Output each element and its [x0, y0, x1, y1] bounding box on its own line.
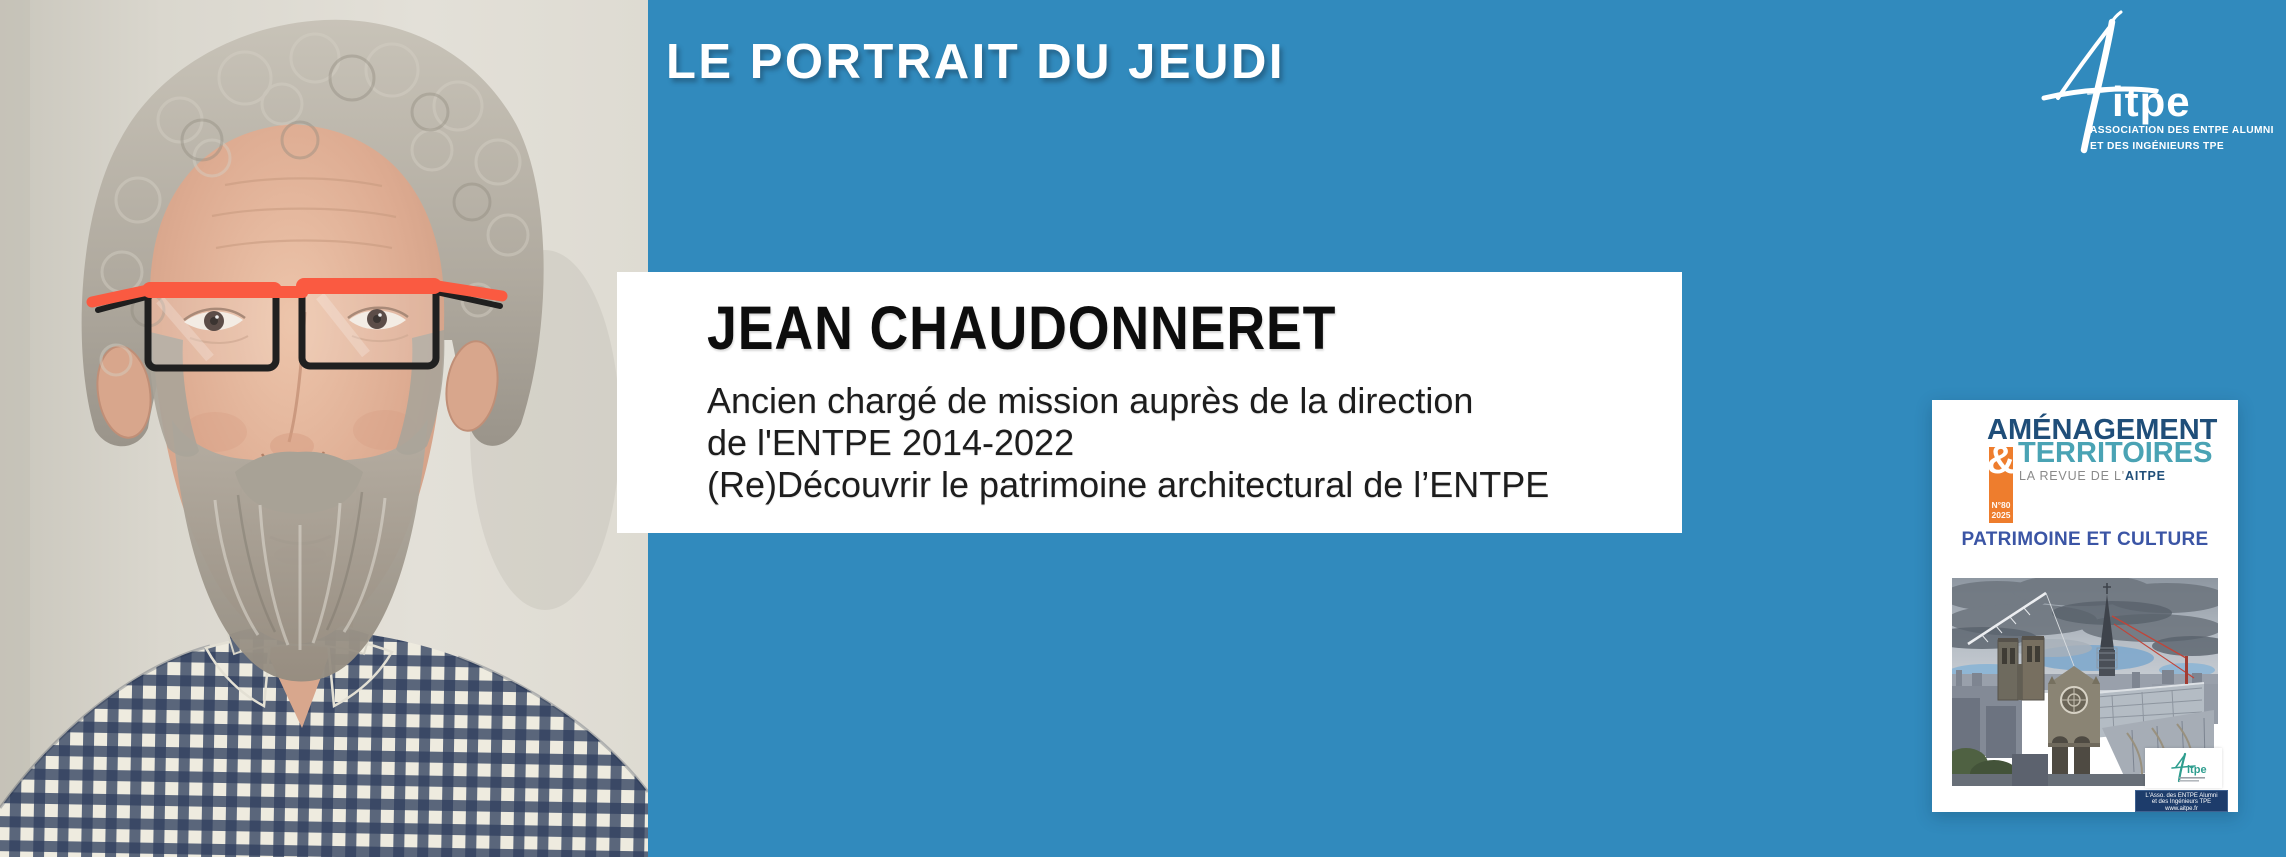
person-role [707, 380, 1682, 506]
magazine-theme: PATRIMOINE ET CULTURE [1961, 529, 2209, 550]
aitpe-logo [2026, 10, 2272, 162]
magazine-title-line1: AMÉNAGEMENT [1987, 414, 2218, 446]
role-line-3: (Re)Découvrir le patrimoine architectural de l’ENTPE [707, 464, 1550, 505]
aitpe-tagline-2: ET DES INGÉNIEURS TPE [2090, 141, 2225, 152]
portrait-photo [0, 0, 648, 857]
aitpe-tagline-1: ASSOCIATION DES ENTPE ALUMNI [2090, 125, 2274, 136]
mini-aitpe-wordmark: itpe [2187, 764, 2207, 776]
info-card [617, 272, 1682, 533]
caption-line-1: L'Asso. des ENTPE Alumni [2145, 793, 2218, 799]
cover-caption [2135, 790, 2228, 812]
caption-line-2: et des Ingénieurs TPE [2151, 799, 2212, 806]
issue-label: N°80 2025 [1991, 500, 2011, 520]
magazine-title-line2: TERRITOIRES [2018, 437, 2213, 469]
caption-line-3: www.aitpe.fr [2165, 805, 2198, 812]
magazine-cover [1932, 400, 2238, 812]
aitpe-wordmark: itpe [2112, 78, 2191, 125]
magazine-subtitle-brand: AITPE [2125, 469, 2166, 483]
magazine-subtitle: LA REVUE DE L'AITPE [2019, 469, 2166, 483]
mini-aitpe-logo [2145, 748, 2222, 788]
role-line-1: Ancien chargé de mission auprès de la direction [707, 380, 1474, 421]
page-title: LE PORTRAIT DU JEUDI [666, 35, 1285, 89]
person-name: JEAN CHAUDONNERET [707, 294, 1337, 362]
ampersand: & [1986, 438, 2016, 482]
aitpe-logo-icon [2026, 10, 2272, 162]
ampersand-box [1986, 438, 2016, 523]
role-line-2: de l'ENTPE 2014-2022 [707, 422, 1075, 463]
